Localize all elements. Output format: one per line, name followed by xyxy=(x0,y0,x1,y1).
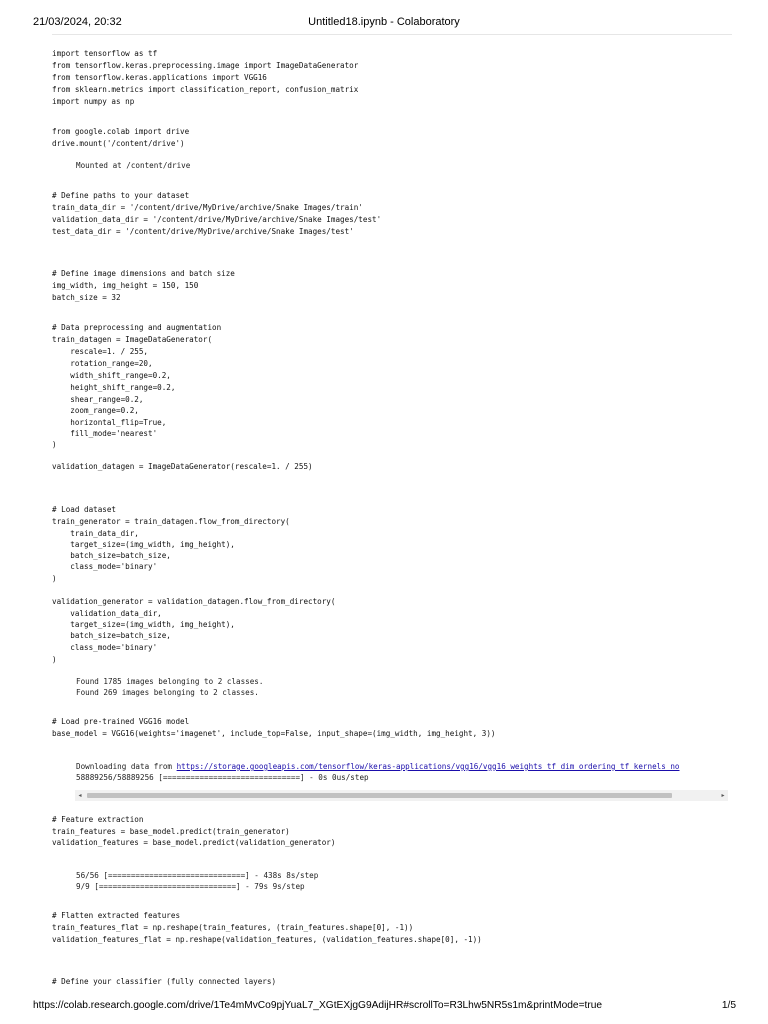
code-comment: # Data preprocessing and augmentation xyxy=(52,323,222,332)
code-line: batch_size=batch_size, xyxy=(52,631,171,640)
code-line: target_size=(img_width, img_height), xyxy=(52,620,235,629)
code-line: train_generator = train_datagen.flow_from_directory( xyxy=(52,517,290,526)
code-line: validation_generator = validation_datagen.flow_from_directory( xyxy=(52,597,336,606)
code-line: from sklearn.metrics import classification_report, confusion_matrix xyxy=(52,85,359,94)
code-line: test_data_dir = '/content/drive/MyDrive/archive/Snake Images/test' xyxy=(52,227,354,236)
code-line: validation_features_flat = np.reshape(validation_features, (validation_features.shape[0], -1)) xyxy=(52,935,482,944)
code-line: rotation_range=20, xyxy=(52,359,153,368)
cell-output: 56/56 [==============================] - 438s 8s/step xyxy=(76,871,319,880)
page-title: Untitled18.ipynb - Colaboratory xyxy=(308,16,460,28)
output-horizontal-scrollbar[interactable] xyxy=(75,790,728,801)
code-line: class_mode='binary' xyxy=(52,643,158,652)
code-line: batch_size=batch_size, xyxy=(52,551,171,560)
code-line: ) xyxy=(52,655,57,664)
code-line: ) xyxy=(52,574,57,583)
code-line: train_data_dir = '/content/drive/MyDrive/archive/Snake Images/train' xyxy=(52,203,363,212)
code-line: train_features_flat = np.reshape(train_features, (train_features.shape[0], -1)) xyxy=(52,923,414,932)
code-comment: # Load dataset xyxy=(52,505,117,514)
cell-output: Mounted at /content/drive xyxy=(76,161,191,170)
code-line: horizontal_flip=True, xyxy=(52,418,167,427)
code-line: train_datagen = ImageDataGenerator( xyxy=(52,335,213,344)
code-line: width_shift_range=0.2, xyxy=(52,371,171,380)
code-line: train_data_dir, xyxy=(52,529,139,538)
code-line: height_shift_range=0.2, xyxy=(52,383,176,392)
cell-output: 9/9 [==============================] - 79s 9s/step xyxy=(76,882,305,891)
code-line: from tensorflow.keras.preprocessing.image import ImageDataGenerator xyxy=(52,61,359,70)
page-number: 1/5 xyxy=(721,1000,736,1011)
code-line: import numpy as np xyxy=(52,97,135,106)
code-line: import tensorflow as tf xyxy=(52,49,158,58)
code-line: shear_range=0.2, xyxy=(52,395,144,404)
download-link[interactable]: https://storage.googleapis.com/tensorflow/keras-applications/vgg16/vgg16_weights_tf_dim_ordering_tf_kernels_no xyxy=(176,762,680,771)
code-line: zoom_range=0.2, xyxy=(52,406,139,415)
code-line: drive.mount('/content/drive') xyxy=(52,139,185,148)
code-line: validation_features = base_model.predict(validation_generator) xyxy=(52,838,336,847)
cell-output: Found 269 images belonging to 2 classes. xyxy=(76,688,259,697)
code-line: img_width, img_height = 150, 150 xyxy=(52,281,199,290)
code-comment: # Define your classifier (fully connected layers) xyxy=(52,977,277,986)
code-line: validation_datagen = ImageDataGenerator(rescale=1. / 255) xyxy=(52,462,313,471)
code-comment: # Flatten extracted features xyxy=(52,911,181,920)
code-line: target_size=(img_width, img_height), xyxy=(52,540,235,549)
page-url: https://colab.research.google.com/drive/1Te4mMvCo9pjYuaL7_XGtEXjgG9AdijHR#scrollTo=R3Lhw5NR5s1m&printMode=true xyxy=(33,1000,603,1011)
scroll-right-arrow-icon[interactable]: ▸ xyxy=(721,792,725,799)
code-line: batch_size = 32 xyxy=(52,293,121,302)
cell-output: 58889256/58889256 [==============================] - 0s 0us/step xyxy=(76,773,369,782)
code-line: fill_mode='nearest' xyxy=(52,429,158,438)
scrollbar-thumb[interactable] xyxy=(87,793,672,798)
download-output xyxy=(76,761,728,773)
print-footer xyxy=(0,1000,768,1024)
code-line: base_model = VGG16(weights='imagenet', include_top=False, input_shape=(img_width, img_height, 3)) xyxy=(52,729,496,738)
code-comment: # Feature extraction xyxy=(52,815,144,824)
code-line: train_features = base_model.predict(train_generator) xyxy=(52,827,290,836)
code-comment: # Define image dimensions and batch size xyxy=(52,269,235,278)
code-line: validation_data_dir, xyxy=(52,609,162,618)
code-line: from google.colab import drive xyxy=(52,127,190,136)
download-prefix: Downloading data from xyxy=(76,762,177,771)
scroll-left-arrow-icon[interactable]: ◂ xyxy=(78,792,82,799)
cell-output: Found 1785 images belonging to 2 classes. xyxy=(76,677,264,686)
code-line: from tensorflow.keras.applications import VGG16 xyxy=(52,73,267,82)
code-comment: # Load pre-trained VGG16 model xyxy=(52,717,190,726)
code-line: ) xyxy=(52,440,57,449)
print-datetime: 21/03/2024, 20:32 xyxy=(33,16,122,28)
code-line: rescale=1. / 255, xyxy=(52,347,149,356)
code-comment: # Define paths to your dataset xyxy=(52,191,190,200)
code-line: class_mode='binary' xyxy=(52,562,158,571)
code-line: validation_data_dir = '/content/drive/MyDrive/archive/Snake Images/test' xyxy=(52,215,382,224)
